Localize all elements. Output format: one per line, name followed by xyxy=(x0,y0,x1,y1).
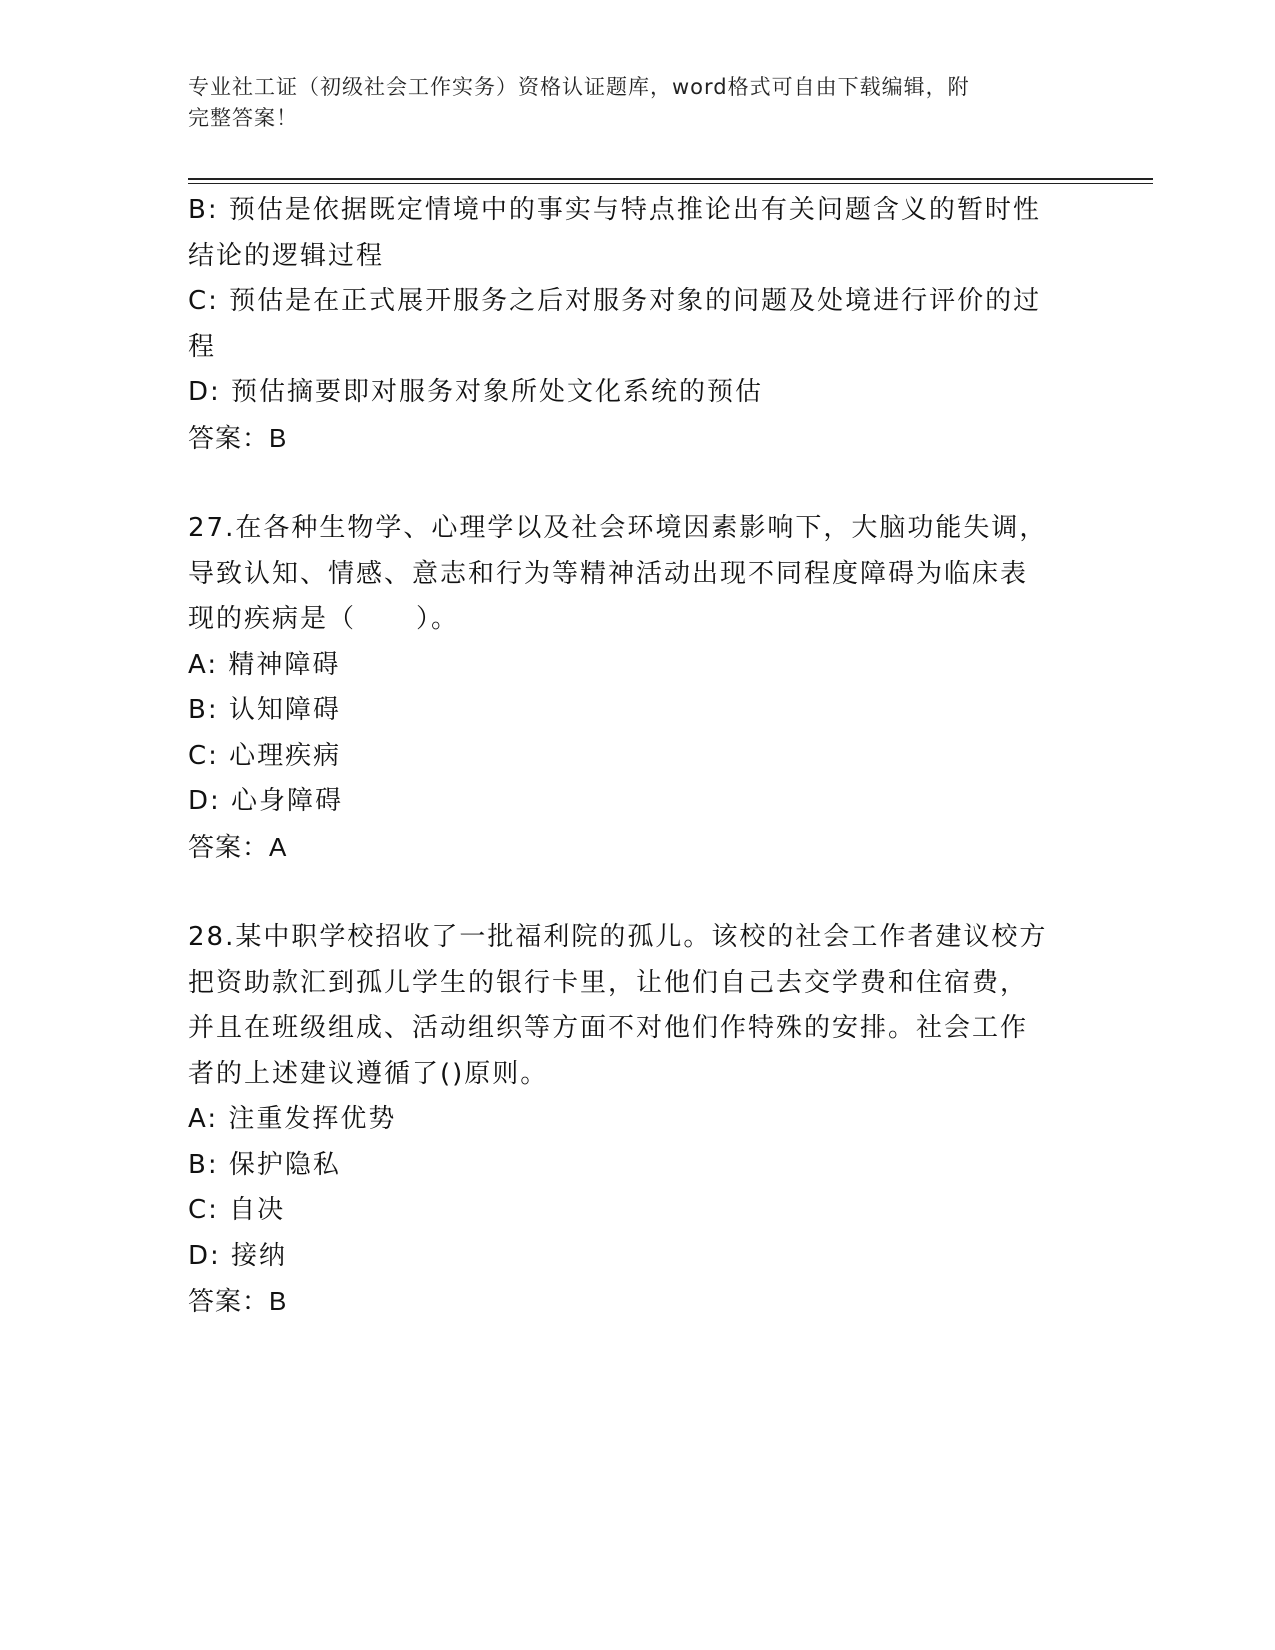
header-rule-thin xyxy=(188,183,1153,184)
option-a: A: 注重发挥优势 xyxy=(188,1104,397,1134)
question-28 xyxy=(188,915,1088,1325)
answer-text: 答案：B xyxy=(188,1286,288,1316)
spacer xyxy=(188,870,1088,915)
question-27-line-3-end: ）。 xyxy=(416,604,460,634)
option-b-line-1: B: 预估是依据既定情境中的事实与特点推论出有关问题含义的暂时性 xyxy=(188,195,1041,225)
option-d: D: 心身障碍 xyxy=(188,786,344,816)
question-28-line-1: 28.某中职学校招收了一批福利院的孤儿。该校的社会工作者建议校方 xyxy=(188,922,1048,952)
option-b: B: 认知障碍 xyxy=(188,695,341,725)
option-d: D: 接纳 xyxy=(188,1240,288,1271)
answer-text: 答案：B xyxy=(188,422,288,453)
question-27-line-1: 27.在各种生物学、心理学以及社会环境因素影响下，大脑功能失调， xyxy=(188,513,1048,543)
option-c: C: 自决 xyxy=(188,1195,286,1225)
question-27-line-3 xyxy=(188,597,1088,643)
question-28-line-3: 并且在班级组成、活动组织等方面不对他们作特殊的安排。社会工作 xyxy=(188,1013,1029,1043)
option-b: B: 保护隐私 xyxy=(188,1149,341,1180)
header-line-1: 专业社工证（初级社会工作实务）资格认证题库，word格式可自由下载编辑，附 xyxy=(188,75,970,99)
header-rule-thick xyxy=(188,178,1153,180)
option-d: D: 预估摘要即对服务对象所处文化系统的预估 xyxy=(188,377,764,407)
header-line-2: 完整答案！ xyxy=(188,106,298,130)
option-c: C: 心理疾病 xyxy=(188,740,342,771)
question-27 xyxy=(188,506,1088,870)
question-content xyxy=(188,188,1088,1325)
question-27-line-2: 导致认知、情感、意志和行为等精神活动出现不同程度障碍为临床表 xyxy=(188,558,1029,589)
question-28-line-4: 者的上述建议遵循了()原则。 xyxy=(188,1058,549,1089)
option-a: A: 精神障碍 xyxy=(188,649,341,680)
spacer xyxy=(188,461,1088,506)
answer-text: 答案：A xyxy=(188,831,288,862)
question-27-line-3-start: 现的疾病是（ xyxy=(188,604,357,634)
option-b-line-2: 结论的逻辑过程 xyxy=(188,240,385,271)
option-c-line-2: 程 xyxy=(188,331,217,362)
question-26-tail xyxy=(188,188,1088,461)
question-28-line-2: 把资助款汇到孤儿学生的银行卡里，让他们自己去交学费和住宿费， xyxy=(188,967,1029,998)
option-c-line-1: C: 预估是在正式展开服务之后对服务对象的问题及处境进行评价的过 xyxy=(188,286,1042,316)
page-header xyxy=(188,72,1068,134)
